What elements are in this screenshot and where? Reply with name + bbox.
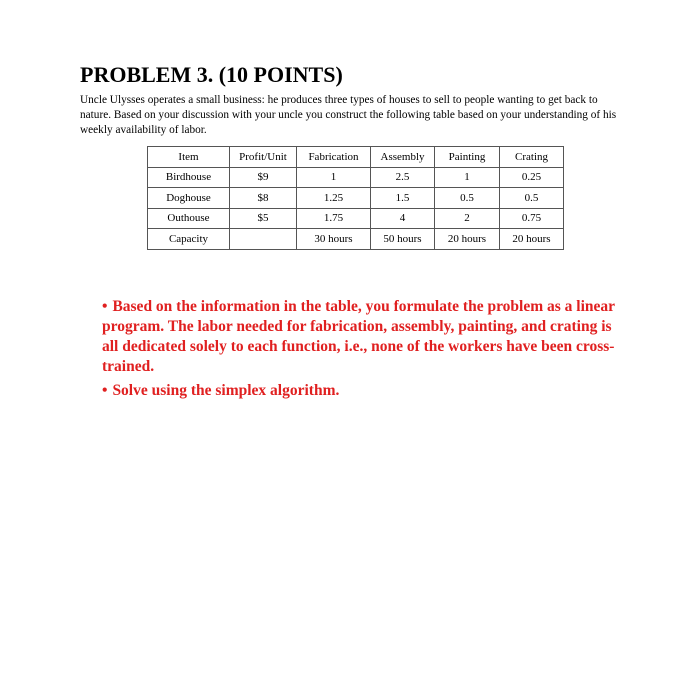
table-cell: 4 <box>371 208 435 229</box>
table-cell: 20 hours <box>500 229 564 250</box>
table-cell <box>230 229 297 250</box>
column-header-item: Item <box>148 147 230 168</box>
table-cell: 2.5 <box>371 167 435 188</box>
table-cell: 1.25 <box>297 188 371 209</box>
task-list <box>102 297 622 405</box>
column-header-crating: Crating <box>500 147 564 168</box>
column-header-painting: Painting <box>435 147 500 168</box>
table-cell: 20 hours <box>435 229 500 250</box>
table-row-doghouse <box>148 188 564 209</box>
table-cell: 0.25 <box>500 167 564 188</box>
column-header-assembly: Assembly <box>371 147 435 168</box>
column-header-fabrication: Fabrication <box>297 147 371 168</box>
table-cell: $9 <box>230 167 297 188</box>
table-cell: Capacity <box>148 229 230 250</box>
table-header-row <box>148 147 564 168</box>
table-cell: $5 <box>230 208 297 229</box>
table-cell: 2 <box>435 208 500 229</box>
table-cell: $8 <box>230 188 297 209</box>
table-cell: 1 <box>435 167 500 188</box>
table-cell: 0.75 <box>500 208 564 229</box>
problem-description: Uncle Ulysses operates a small business: he produces three types of houses to sell to people wanting to get back to nature. Based on your discussion with your uncle you construct the following table based on your understanding of his weekly availability of labor. <box>80 94 617 136</box>
table-row-birdhouse <box>148 167 564 188</box>
table-cell: 1.5 <box>371 188 435 209</box>
table-cell: 50 hours <box>371 229 435 250</box>
page-title: PROBLEM 3. (10 POINTS) <box>80 62 343 87</box>
table-cell: Doghouse <box>148 188 230 209</box>
task-item-solve <box>102 381 622 401</box>
task-text: Solve using the simplex algorithm. <box>112 382 340 399</box>
table-cell: Outhouse <box>148 208 230 229</box>
bullet-icon: • <box>102 298 108 315</box>
table-cell: 1 <box>297 167 371 188</box>
bullet-icon: • <box>102 382 108 399</box>
task-item-formulate <box>102 297 622 377</box>
task-text: Based on the information in the table, you formulate the problem as a linear program. The labor needed for fabrication, assembly, painting, and crating is all dedicated solely to each function, i.e., none of the workers have been cross-trained. <box>102 298 615 375</box>
table-cell: 1.75 <box>297 208 371 229</box>
table-cell: 0.5 <box>435 188 500 209</box>
table-row-outhouse <box>148 208 564 229</box>
table-cell: Birdhouse <box>148 167 230 188</box>
labor-table <box>147 146 564 250</box>
table-row-capacity <box>148 229 564 250</box>
table-cell: 0.5 <box>500 188 564 209</box>
column-header-profit: Profit/Unit <box>230 147 297 168</box>
table-cell: 30 hours <box>297 229 371 250</box>
